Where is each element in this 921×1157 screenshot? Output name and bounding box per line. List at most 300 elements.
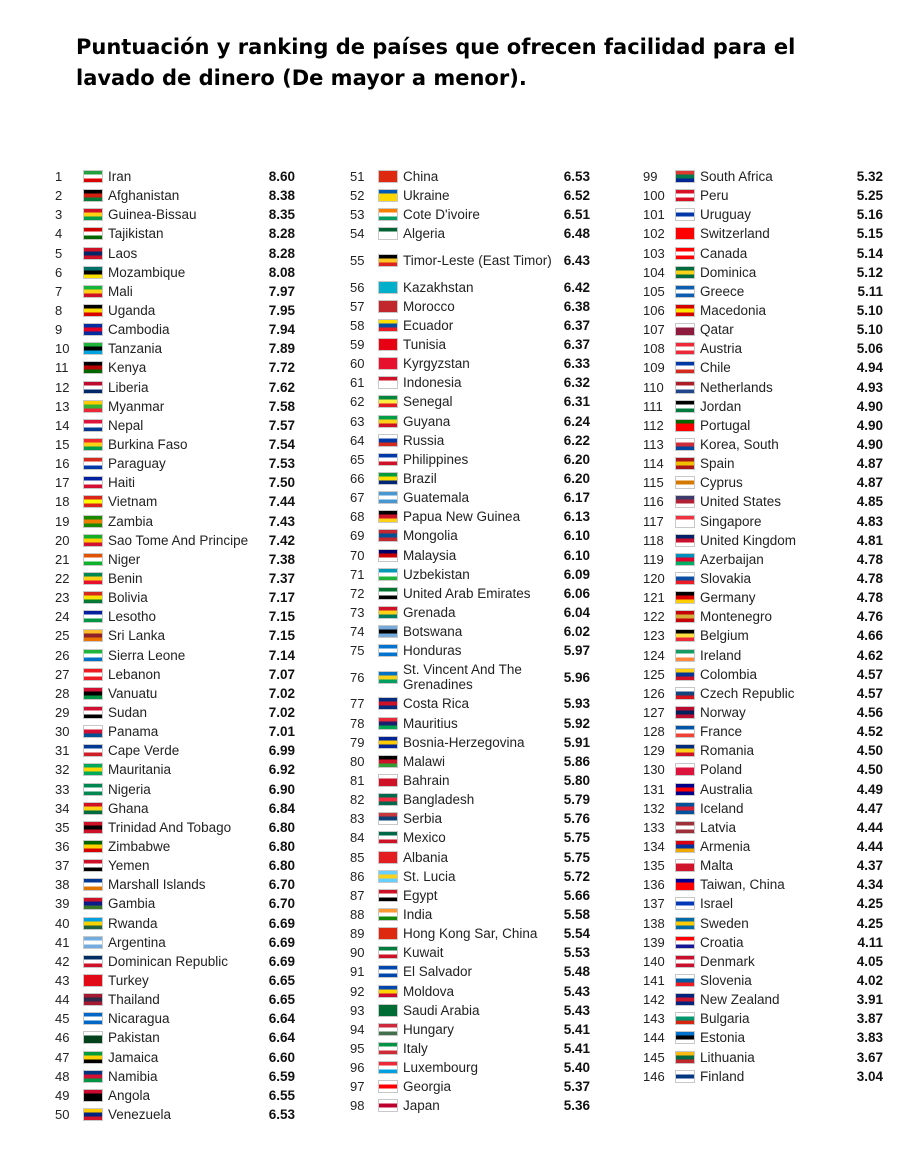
- rank-number: 116: [643, 494, 664, 510]
- ranking-row: [55, 263, 295, 282]
- flag-icon: [83, 553, 103, 566]
- country-name: Zimbabwe: [108, 838, 171, 854]
- score-value: 7.38: [268, 551, 295, 567]
- country-name: Brazil: [403, 471, 437, 487]
- flag-icon: [83, 495, 103, 508]
- country-name: Nigeria: [108, 781, 151, 797]
- rank-number: 114: [643, 456, 664, 472]
- ranking-column-2: [350, 167, 590, 1115]
- ranking-row: [350, 1020, 590, 1039]
- ranking-row: [55, 512, 295, 531]
- score-value: 4.90: [856, 437, 883, 453]
- country-name: Russia: [403, 432, 445, 448]
- country-name: Lithuania: [700, 1049, 755, 1065]
- rank-number: 111: [643, 398, 663, 414]
- flag-icon: [675, 840, 695, 853]
- flag-icon: [378, 254, 398, 267]
- country-name: Romania: [700, 743, 755, 759]
- country-name: Croatia: [700, 934, 744, 950]
- score-value: 5.40: [563, 1060, 590, 1076]
- score-value: 5.43: [563, 983, 590, 999]
- flag-icon: [675, 649, 695, 662]
- rank-number: 137: [643, 896, 665, 912]
- rank-number: 90: [350, 945, 365, 961]
- country-name: Paraguay: [108, 456, 166, 472]
- rank-number: 127: [643, 705, 665, 720]
- rank-number: 43: [55, 972, 70, 988]
- country-name: Lebanon: [108, 666, 161, 682]
- country-name: Mauritania: [108, 762, 172, 778]
- country-name: Cape Verde: [108, 743, 180, 759]
- flag-icon: [675, 247, 695, 260]
- score-value: 7.02: [268, 685, 295, 701]
- flag-icon: [83, 266, 103, 279]
- score-value: 5.93: [563, 696, 590, 712]
- flag-icon: [675, 534, 695, 547]
- flag-icon: [378, 376, 398, 389]
- score-value: 8.35: [268, 207, 295, 223]
- country-name: Indonesia: [403, 375, 462, 391]
- rank-number: 21: [55, 551, 70, 567]
- ranking-row: [55, 913, 295, 932]
- ranking-row: [643, 397, 883, 416]
- score-value: 7.50: [268, 475, 295, 491]
- flag-icon: [675, 706, 695, 719]
- flag-icon: [83, 725, 103, 738]
- rank-number: 63: [350, 413, 365, 429]
- ranking-row: [643, 1067, 883, 1086]
- flag-icon: [83, 1070, 103, 1083]
- country-name: Egypt: [403, 887, 438, 903]
- flag-icon: [675, 553, 695, 566]
- flag-icon: [378, 927, 398, 940]
- ranking-row: [643, 358, 883, 377]
- flag-icon: [83, 342, 103, 355]
- country-name: Moldova: [403, 983, 455, 999]
- country-name: Tajikistan: [108, 226, 164, 242]
- flag-icon: [378, 755, 398, 768]
- country-name: El Salvador: [403, 964, 473, 980]
- rank-number: 71: [350, 566, 365, 582]
- rank-number: 27: [55, 666, 70, 682]
- country-name: Hungary: [403, 1021, 455, 1037]
- country-name: Trinidad And Tobago: [108, 819, 232, 835]
- rank-number: 77: [350, 696, 365, 712]
- rank-number: 143: [643, 1011, 665, 1027]
- ranking-row: [643, 454, 883, 473]
- flag-icon: [83, 1031, 103, 1044]
- flag-icon: [378, 606, 398, 619]
- score-value: 4.49: [856, 781, 883, 797]
- score-value: 8.60: [268, 169, 295, 185]
- flag-icon: [378, 319, 398, 332]
- score-value: 4.85: [856, 494, 883, 510]
- ranking-row: [55, 588, 295, 607]
- score-value: 6.55: [268, 1087, 295, 1103]
- flag-icon: [378, 529, 398, 542]
- score-value: 6.90: [268, 781, 295, 797]
- flag-icon: [378, 189, 398, 202]
- country-name: Angola: [108, 1087, 151, 1103]
- score-value: 6.60: [268, 1049, 295, 1065]
- rank-number: 39: [55, 896, 70, 912]
- flag-icon: [378, 870, 398, 883]
- rank-number: 64: [350, 432, 365, 448]
- rank-number: 107: [643, 322, 665, 338]
- flag-icon: [378, 908, 398, 921]
- rank-number: 69: [350, 528, 365, 544]
- flag-icon: [83, 687, 103, 700]
- score-value: 7.89: [268, 341, 295, 357]
- score-value: 5.15: [856, 226, 883, 242]
- ranking-row: [350, 167, 590, 186]
- rank-number: 82: [350, 792, 365, 808]
- rank-number: 55: [350, 253, 365, 269]
- country-name: Bangladesh: [403, 792, 475, 808]
- score-value: 6.37: [563, 317, 590, 333]
- ranking-row: [350, 981, 590, 1000]
- ranking-row: [643, 569, 883, 588]
- rank-number: 7: [55, 283, 63, 299]
- ranking-row: [350, 488, 590, 507]
- country-name: Haiti: [108, 475, 136, 491]
- score-value: 6.38: [563, 298, 590, 314]
- rank-number: 78: [350, 715, 365, 731]
- country-name: Finland: [700, 1068, 745, 1084]
- rank-number: 138: [643, 915, 665, 931]
- flag-icon: [675, 878, 695, 891]
- ranking-row: [350, 848, 590, 867]
- score-value: 4.11: [857, 934, 883, 950]
- flag-icon: [378, 434, 398, 447]
- score-value: 4.87: [856, 475, 883, 491]
- ranking-row: [350, 354, 590, 373]
- ranking-row: [55, 205, 295, 224]
- country-name: Nicaragua: [108, 1011, 170, 1027]
- ranking-row: [350, 714, 590, 733]
- flag-icon: [83, 208, 103, 221]
- country-name: Armenia: [700, 838, 751, 854]
- rank-number: 30: [55, 724, 70, 740]
- ranking-row: [350, 1077, 590, 1096]
- score-value: 8.08: [268, 264, 295, 280]
- ranking-row: [350, 905, 590, 924]
- country-name: Rwanda: [108, 915, 158, 931]
- score-value: 6.32: [563, 375, 590, 391]
- flag-icon: [83, 783, 103, 796]
- country-name: Burkina Faso: [108, 437, 188, 453]
- country-name: Bahrain: [403, 773, 450, 788]
- rank-number: 134: [643, 838, 665, 854]
- rank-number: 19: [55, 513, 70, 529]
- rank-number: 8: [55, 303, 63, 319]
- flag-icon: [83, 227, 103, 240]
- ranking-row: [643, 818, 883, 837]
- country-name: Turkey: [108, 972, 149, 988]
- rank-number: 6: [55, 264, 63, 280]
- score-value: 7.95: [268, 303, 295, 319]
- flag-icon: [675, 1012, 695, 1025]
- flag-icon: [378, 644, 398, 657]
- flag-icon: [378, 281, 398, 294]
- score-value: 6.69: [268, 934, 295, 950]
- score-value: 6.65: [268, 972, 295, 988]
- flag-icon: [675, 208, 695, 221]
- country-name: Malawi: [403, 753, 446, 769]
- country-name: Azerbaijan: [700, 551, 764, 567]
- flag-icon: [83, 189, 103, 202]
- country-name: Korea, South: [700, 437, 779, 453]
- score-value: 6.24: [563, 413, 590, 429]
- score-value: 4.66: [856, 628, 883, 644]
- score-value: 4.05: [856, 953, 883, 969]
- ranking-row: [55, 320, 295, 339]
- country-name: Zambia: [108, 513, 154, 529]
- score-value: 5.10: [856, 303, 883, 319]
- flag-icon: [675, 974, 695, 987]
- score-value: 6.17: [563, 490, 590, 506]
- rank-number: 84: [350, 830, 365, 846]
- ranking-row: [55, 339, 295, 358]
- flag-icon: [378, 946, 398, 959]
- country-name: Jamaica: [108, 1049, 159, 1065]
- country-name: Timor-Leste (East Timor): [403, 253, 552, 269]
- flag-icon: [675, 572, 695, 585]
- score-value: 5.43: [563, 1002, 590, 1018]
- flag-icon: [675, 993, 695, 1006]
- ranking-row: [350, 924, 590, 943]
- score-value: 3.91: [856, 992, 883, 1008]
- country-name: Sierra Leone: [108, 647, 186, 663]
- ranking-row: [350, 641, 590, 660]
- country-name: Kazakhstan: [403, 279, 474, 295]
- score-value: 6.92: [268, 762, 295, 778]
- rank-number: 70: [350, 547, 365, 563]
- country-name: Estonia: [700, 1030, 746, 1046]
- flag-icon: [378, 965, 398, 978]
- score-value: 7.17: [268, 590, 295, 606]
- ranking-row: [350, 186, 590, 205]
- ranking-row: [643, 760, 883, 779]
- country-name: Gambia: [108, 896, 156, 912]
- country-name: Ukraine: [403, 188, 450, 204]
- score-value: 6.22: [563, 432, 590, 448]
- country-name: Bolivia: [108, 590, 148, 606]
- flag-icon: [675, 668, 695, 681]
- rank-number: 125: [643, 666, 665, 682]
- flag-icon: [83, 917, 103, 930]
- ranking-row: [350, 1039, 590, 1058]
- flag-icon: [83, 323, 103, 336]
- flag-icon: [83, 361, 103, 374]
- score-value: 7.14: [268, 647, 295, 663]
- flag-icon: [675, 438, 695, 451]
- score-value: 4.90: [856, 417, 883, 433]
- score-value: 5.32: [856, 169, 883, 185]
- flag-icon: [83, 955, 103, 968]
- flag-icon: [83, 572, 103, 585]
- rank-number: 65: [350, 451, 365, 467]
- ranking-row: [643, 626, 883, 645]
- ranking-row: [55, 703, 295, 722]
- flag-icon: [378, 1099, 398, 1112]
- rank-number: 140: [643, 953, 665, 969]
- flag-icon: [378, 1023, 398, 1036]
- score-value: 4.34: [856, 877, 883, 893]
- flag-icon: [675, 629, 695, 642]
- rank-number: 88: [350, 906, 365, 922]
- flag-icon: [675, 744, 695, 757]
- ranking-row: [350, 278, 590, 297]
- flag-icon: [378, 774, 398, 787]
- flag-icon: [378, 549, 398, 562]
- ranking-row: [55, 550, 295, 569]
- flag-icon: [675, 457, 695, 470]
- ranking-row: [350, 507, 590, 526]
- flag-icon: [675, 400, 695, 413]
- rank-number: 103: [643, 245, 665, 261]
- rank-number: 31: [55, 743, 70, 759]
- ranking-row: [643, 799, 883, 818]
- flag-icon: [675, 266, 695, 279]
- rank-number: 44: [55, 992, 70, 1008]
- rank-number: 60: [350, 356, 365, 372]
- rank-number: 91: [350, 964, 365, 980]
- ranking-row: [643, 186, 883, 205]
- rank-number: 145: [643, 1049, 665, 1065]
- ranking-row: [55, 1047, 295, 1066]
- rank-number: 106: [643, 303, 665, 319]
- rank-number: 131: [643, 781, 665, 797]
- rank-number: 73: [350, 605, 365, 621]
- country-name: Kuwait: [403, 945, 444, 961]
- score-value: 7.07: [268, 666, 295, 682]
- score-value: 6.06: [563, 585, 590, 601]
- country-name: Austria: [700, 341, 743, 357]
- flag-icon: [675, 323, 695, 336]
- ranking-row: [55, 397, 295, 416]
- country-name: Marshall Islands: [108, 877, 206, 893]
- score-value: 5.12: [856, 264, 883, 280]
- rank-number: 56: [350, 279, 365, 295]
- score-value: 7.37: [268, 571, 295, 587]
- country-name: Senegal: [403, 394, 453, 410]
- country-name: Uganda: [108, 303, 156, 319]
- flag-icon: [83, 457, 103, 470]
- country-name: Denmark: [700, 953, 755, 969]
- rank-number: 13: [55, 398, 70, 414]
- country-name: Ecuador: [403, 317, 454, 333]
- flag-icon: [675, 189, 695, 202]
- country-name: Tunisia: [403, 337, 447, 353]
- ranking-row: [643, 875, 883, 894]
- flag-icon: [378, 227, 398, 240]
- ranking-row: [643, 263, 883, 282]
- flag-icon: [675, 591, 695, 604]
- flag-icon: [378, 338, 398, 351]
- flag-icon: [378, 697, 398, 710]
- rank-number: 142: [643, 992, 665, 1008]
- flag-icon: [675, 936, 695, 949]
- ranking-row: [643, 282, 883, 301]
- rank-number: 59: [350, 337, 365, 353]
- country-name: Tanzania: [108, 341, 163, 357]
- ranking-row: [55, 952, 295, 971]
- country-name: Uzbekistan: [403, 566, 470, 582]
- country-name: Cote D'ivoire: [403, 207, 480, 223]
- rank-number: 81: [350, 773, 365, 788]
- ranking-row: [643, 473, 883, 492]
- rank-number: 76: [350, 669, 365, 685]
- ranking-row: [643, 990, 883, 1009]
- rank-number: 128: [643, 724, 665, 740]
- ranking-row: [643, 933, 883, 952]
- score-value: 6.69: [268, 915, 295, 931]
- flag-icon: [83, 591, 103, 604]
- country-name: Guyana: [403, 413, 451, 429]
- country-name: Qatar: [700, 322, 734, 338]
- flag-icon: [675, 859, 695, 872]
- flag-icon: [675, 725, 695, 738]
- country-name: Albania: [403, 849, 449, 865]
- rank-number: 23: [55, 590, 70, 606]
- rank-number: 45: [55, 1011, 70, 1027]
- ranking-row: [55, 167, 295, 186]
- ranking-row: [350, 943, 590, 962]
- flag-icon: [83, 247, 103, 260]
- rank-number: 14: [55, 417, 70, 433]
- rank-number: 94: [350, 1021, 365, 1037]
- country-name: Ghana: [108, 800, 149, 816]
- score-value: 6.59: [268, 1068, 295, 1084]
- country-name: Botswana: [403, 624, 463, 640]
- country-name: Norway: [700, 705, 746, 720]
- score-value: 5.11: [857, 283, 883, 299]
- ranking-row: [350, 752, 590, 771]
- rank-number: 28: [55, 685, 70, 701]
- flag-icon: [378, 300, 398, 313]
- score-value: 5.41: [563, 1040, 590, 1056]
- country-name: Netherlands: [700, 379, 773, 395]
- rank-number: 58: [350, 317, 365, 333]
- country-name: Montenegro: [700, 609, 773, 625]
- flag-icon: [83, 744, 103, 757]
- country-name: Latvia: [700, 819, 737, 835]
- country-name: South Africa: [700, 169, 773, 185]
- score-value: 7.58: [268, 398, 295, 414]
- ranking-row: [350, 1096, 590, 1115]
- country-name: Germany: [700, 590, 756, 606]
- score-value: 5.91: [563, 734, 590, 750]
- score-value: 3.04: [856, 1068, 883, 1084]
- score-value: 4.87: [856, 456, 883, 472]
- country-name: Lesotho: [108, 609, 157, 625]
- country-name: Nepal: [108, 417, 144, 433]
- country-name: Singapore: [700, 513, 762, 529]
- flag-icon: [83, 629, 103, 642]
- ranking-row: [55, 646, 295, 665]
- ranking-row: [350, 450, 590, 469]
- rank-number: 53: [350, 207, 365, 223]
- country-name: Israel: [700, 896, 734, 912]
- score-value: 5.25: [856, 188, 883, 204]
- score-value: 5.41: [563, 1021, 590, 1037]
- country-name: St. Vincent And The Grenadines: [403, 662, 522, 693]
- ranking-row: [643, 205, 883, 224]
- score-value: 8.28: [268, 226, 295, 242]
- rank-number: 146: [643, 1068, 665, 1084]
- rank-number: 89: [350, 926, 365, 942]
